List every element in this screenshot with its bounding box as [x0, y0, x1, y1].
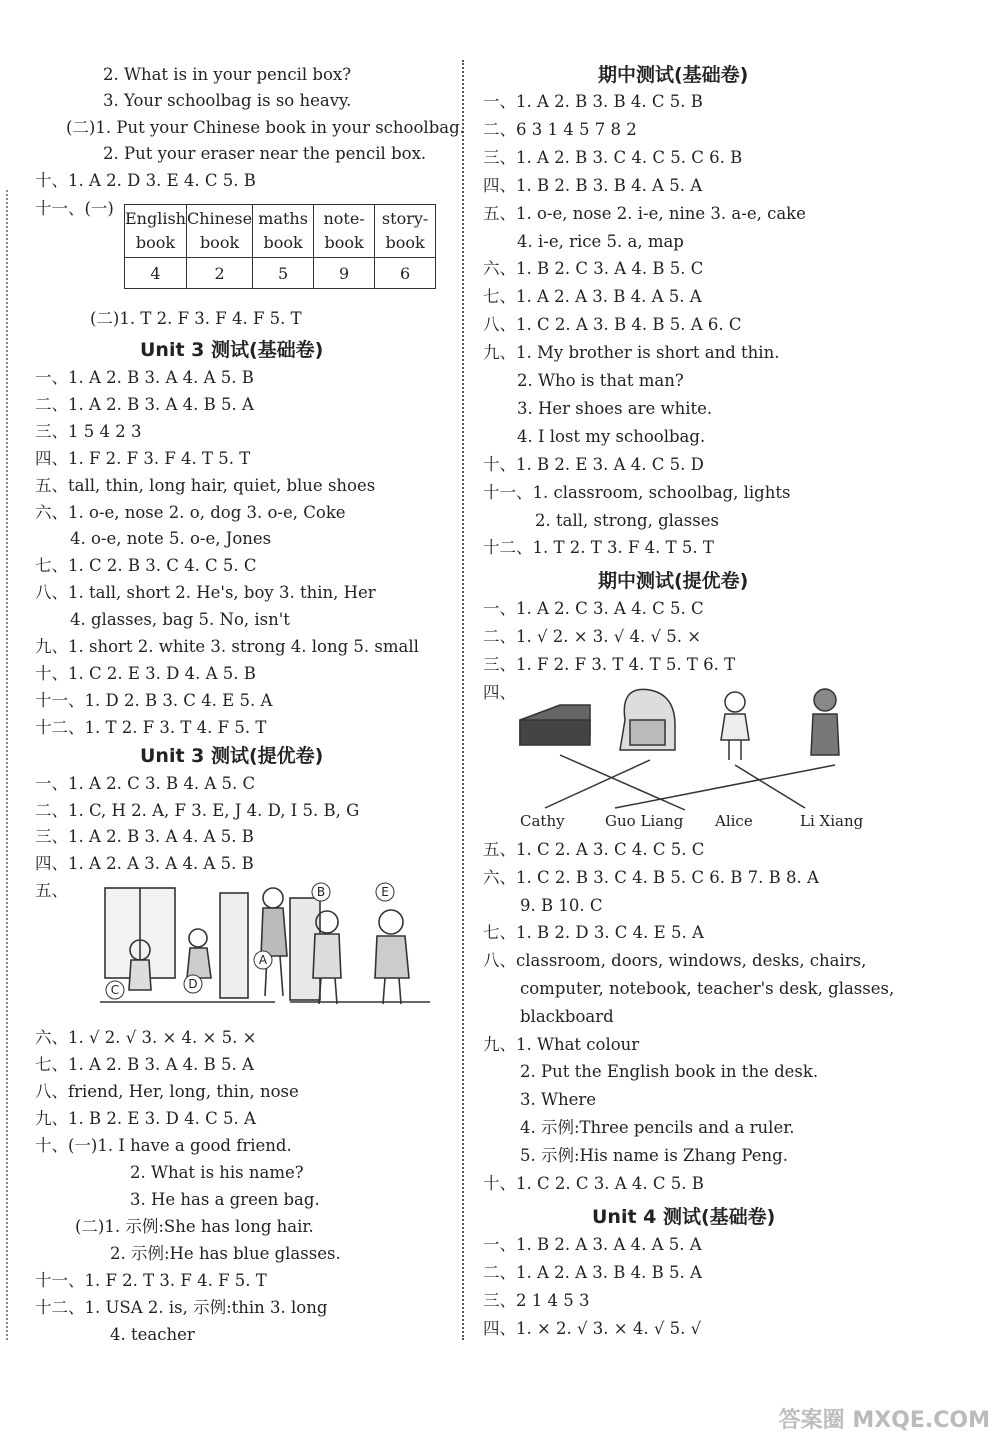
- answer-line: 四、1. B 2. B 3. B 4. A 5. A: [483, 175, 703, 195]
- answer-line: 三、1. A 2. B 3. C 4. C 5. C 6. B: [483, 147, 743, 167]
- answer-line: 八、classroom, doors, windows, desks, chairs,: [483, 951, 867, 971]
- answer-line: 六、1. C 2. B 3. C 4. B 5. C 6. B 7. B 8. A: [483, 867, 819, 887]
- answer-line: 2. Put your eraser near the pencil box.: [103, 144, 427, 163]
- answer-line: 四、1. × 2. √ 3. × 4. √ 5. √: [483, 1319, 702, 1338]
- left-margin-dots: [6, 190, 8, 1340]
- answer-line: 九、1. My brother is short and thin.: [483, 343, 780, 363]
- answer-line: 五、tall, thin, long hair, quiet, blue shoes: [35, 475, 376, 495]
- answer-line: 六、1. B 2. C 3. A 4. B 5. C: [483, 259, 704, 279]
- label-c: C: [110, 983, 120, 997]
- answer-line: 十、1. B 2. E 3. A 4. C 5. D: [483, 454, 704, 474]
- answer-line: 3. He has a green bag.: [130, 1190, 320, 1209]
- table-header-cell: English book: [125, 205, 187, 258]
- answer-line: 十、1. A 2. D 3. E 4. C 5. B: [35, 171, 256, 190]
- answer-line: blackboard: [520, 1006, 614, 1026]
- answer-line: 三、1 5 4 2 3: [35, 421, 142, 441]
- table-value-cell: 2: [186, 258, 252, 289]
- watermark: 答案圈 MXQE.COM: [778, 1408, 990, 1433]
- answer-line: 十一、1. D 2. B 3. C 4. E 5. A: [35, 690, 273, 710]
- matching-illustration: [515, 680, 915, 835]
- answer-line: 九、1. B 2. E 3. D 4. C 5. A: [35, 1109, 256, 1128]
- label-a: A: [258, 953, 268, 967]
- answer-line: 二、1. C, H 2. A, F 3. E, J 4. D, I 5. B, G: [35, 800, 360, 820]
- answer-line: 十一、1. F 2. T 3. F 4. F 5. T: [35, 1271, 267, 1290]
- book-count-table: [124, 204, 436, 289]
- answer-line: 3. Her shoes are white.: [517, 398, 713, 418]
- answer-line: 一、1. A 2. C 3. B 4. A 5. C: [35, 774, 256, 793]
- answer-line: (二)1. 示例:She has long hair.: [75, 1217, 314, 1236]
- section-heading: 期中测试(提优卷): [598, 570, 749, 592]
- answer-line: 2. tall, strong, glasses: [535, 510, 719, 530]
- answer-line: 四、: [483, 683, 516, 702]
- answer-line: 三、1. F 2. F 3. T 4. T 5. T 6. T: [483, 655, 736, 674]
- answer-line: 九、1. What colour: [483, 1034, 640, 1054]
- answer-line: 4. glasses, bag 5. No, isn't: [70, 610, 290, 630]
- table-header-cell: story- book: [375, 205, 436, 258]
- answer-line: 四、1. A 2. A 3. A 4. A 5. B: [35, 854, 254, 874]
- answer-line: 十二、1. T 2. T 3. F 4. T 5. T: [483, 538, 714, 558]
- answer-line: 十、1. C 2. C 3. A 4. C 5. B: [483, 1173, 704, 1193]
- answer-line: 二、1. A 2. A 3. B 4. B 5. A: [483, 1263, 702, 1282]
- answer-line: 四、1. F 2. F 3. F 4. T 5. T: [35, 448, 251, 468]
- name-alice: Alice: [715, 812, 753, 830]
- table-value-cell: 9: [314, 258, 375, 289]
- answer-line: 八、1. C 2. A 3. B 4. B 5. A 6. C: [483, 315, 742, 335]
- answer-line: 二、1. A 2. B 3. A 4. B 5. A: [35, 394, 254, 414]
- answer-line: 5. 示例:His name is Zhang Peng.: [520, 1145, 788, 1165]
- answer-line: 八、1. tall, short 2. He's, boy 3. thin, Her: [35, 583, 376, 603]
- answer-line: 4. i-e, rice 5. a, map: [517, 231, 684, 251]
- section-heading: Unit 3 测试(基础卷): [140, 339, 324, 361]
- name-cathy: Cathy: [520, 812, 565, 830]
- answer-line: 一、1. A 2. B 3. B 4. C 5. B: [483, 92, 703, 111]
- label-d: D: [188, 977, 198, 991]
- answer-line: 2. 示例:He has blue glasses.: [110, 1244, 341, 1263]
- answer-line: (二)1. T 2. F 3. F 4. F 5. T: [90, 309, 302, 328]
- name-li-xiang: Li Xiang: [800, 812, 864, 830]
- answer-line: 二、1. √ 2. × 3. √ 4. √ 5. ×: [483, 627, 702, 646]
- answer-line: 3. Your schoolbag is so heavy.: [103, 91, 352, 110]
- answer-line: 五、1. o-e, nose 2. i-e, nine 3. a-e, cake: [483, 203, 806, 223]
- section-heading: Unit 4 测试(基础卷): [592, 1206, 776, 1228]
- answer-line: 2. Put the English book in the desk.: [520, 1062, 819, 1082]
- answer-line: 七、1. A 2. B 3. A 4. B 5. A: [35, 1055, 254, 1074]
- answer-line: computer, notebook, teacher's desk, glasses,: [520, 979, 895, 998]
- answer-line: 2. What is in your pencil box?: [103, 65, 352, 84]
- answer-line: 十、1. C 2. E 3. D 4. A 5. B: [35, 663, 256, 683]
- label-b: B: [316, 885, 326, 899]
- answer-line: (二)1. Put your Chinese book in your schoolbag.: [66, 118, 465, 137]
- answer-line: 2. Who is that man?: [517, 371, 684, 390]
- answer-line: 三、1. A 2. B 3. A 4. A 5. B: [35, 827, 254, 847]
- answer-line: 4. 示例:Three pencils and a ruler.: [520, 1118, 795, 1137]
- answer-line: 4. I lost my schoolbag.: [517, 426, 706, 446]
- answer-line: 七、1. A 2. A 3. B 4. A 5. A: [483, 287, 702, 307]
- answer-line: 六、1. √ 2. √ 3. × 4. × 5. ×: [35, 1028, 257, 1047]
- answer-line: 一、1. A 2. B 3. A 4. A 5. B: [35, 368, 254, 387]
- answer-line: 一、1. B 2. A 3. A 4. A 5. A: [483, 1235, 702, 1254]
- table-header-cell: Chinese book: [186, 205, 252, 258]
- classroom-scene-illustration: [95, 878, 435, 1010]
- answer-line: 九、1. short 2. white 3. strong 4. long 5. small: [35, 637, 419, 656]
- answer-line: 十二、1. USA 2. is, 示例:thin 3. long: [35, 1298, 328, 1317]
- answer-line: 七、1. C 2. B 3. C 4. C 5. C: [35, 556, 257, 576]
- table-header-cell: note- book: [314, 205, 375, 258]
- answer-line: 三、2 1 4 5 3: [483, 1291, 590, 1310]
- answer-line: 3. Where: [520, 1090, 596, 1110]
- answer-line: 十、(一)1. I have a good friend.: [35, 1136, 292, 1155]
- answer-line: 五、: [35, 880, 68, 900]
- table-header-cell: maths book: [253, 205, 314, 258]
- table-value-cell: 6: [375, 258, 436, 289]
- column-divider: [462, 60, 464, 1340]
- section-heading: Unit 3 测试(提优卷): [140, 745, 324, 767]
- answer-line: 4. o-e, note 5. o-e, Jones: [70, 529, 272, 549]
- table-value-cell: 5: [253, 258, 314, 289]
- answer-line: 七、1. B 2. D 3. C 4. E 5. A: [483, 923, 704, 943]
- answer-line: 六、1. o-e, nose 2. o, dog 3. o-e, Coke: [35, 502, 346, 522]
- label-e: E: [381, 885, 389, 899]
- table-value-cell: 4: [125, 258, 187, 289]
- answer-line: 2. What is his name?: [130, 1163, 304, 1182]
- name-guo-liang: Guo Liang: [605, 812, 684, 830]
- answer-line: 十一、1. classroom, schoolbag, lights: [483, 482, 791, 502]
- section-heading: 期中测试(基础卷): [598, 64, 749, 86]
- answer-line: 十一、(一): [35, 199, 114, 218]
- answer-line: 十二、1. T 2. F 3. T 4. F 5. T: [35, 717, 267, 737]
- answer-line: 五、1. C 2. A 3. C 4. C 5. C: [483, 840, 705, 859]
- answer-line: 八、friend, Her, long, thin, nose: [35, 1082, 299, 1101]
- answer-line: 9. B 10. C: [520, 895, 603, 915]
- answer-line: 二、6 3 1 4 5 7 8 2: [483, 119, 637, 139]
- answer-line: 4. teacher: [110, 1325, 195, 1344]
- answer-line: 一、1. A 2. C 3. A 4. C 5. C: [483, 599, 704, 618]
